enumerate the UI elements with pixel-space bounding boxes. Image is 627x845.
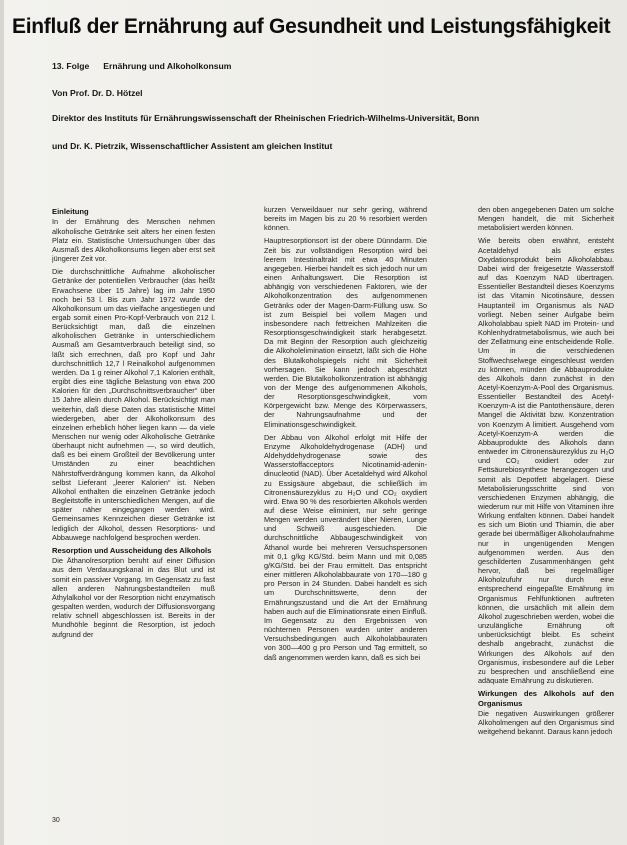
paragraph: Wie bereits oben erwähnt, entsteht Acetaldehyd als erstes Oxydationsprodukt beim Alkoholabbau. Dabei wird der freigesetzte Wasserstoff auf das Koenzym NAD übertragen. Essentieller Bestandteil dieses Koenzyms ist das Vitamin Nicotinsäure, dessen Hauptanteil im Organismus als NAD vorliegt. Neben seiner Aufgabe beim Alkoholabbau spielt NAD im Protein- und Kohlenhydratmetabolismus, wie auch bei der Zellatmung eine entscheidende Rolle. Um in die verschiedenen Stoffwechselwege eingeschleust werden zu können, münden die Abbauprodukte des Alkohols dann zunächst in den Acetyl-Koenzym-A-Pool des Organismus. Essentieller Bestandteil des Acetyl-Koenzym-A ist die Pantothensäure, deren Mangel die Aktivität bzw. Konzentration von Koenzym A limitiert. Ausgehend vom Acetyl-Koenzym-A werden die Abbauprodukte des Alkohols dann entweder im Citronensäurezyklus zu H₂O und CO₂ oxidiert oder zur Fettsäurebiosynthese herangezogen und somit als Depotfett abgelagert. Diese Metabolisierungsschritte sind von verschiedenen Enzymen abhängig, die wiederum nur mit Hilfe von Vitaminen ihre Wirkung entfalten können. Dabei handelt es sich um Biotin und Thiamin, die aber gerade bei übermäßiger Alkoholaufnahme nur in ungenügenden Mengen aufgenommen werden. Aus den geschilderten Zusammenhängen geht hervor, daß bei regelmäßiger Alkoholzufuhr nur durch eine entsprechend eingepaßte Ernährung im Organismus Fehlfunktionen auftreten können, die ursächlich mit allein dem Alkohol zugeschrieben werden, wobei die unzulängliche Ernährung oft unberücksichtigt bleibt. Es scheint deshalb angebracht, zunächst die Wirkungen des Alkohols auf den Organismus, insbesondere auf die Leber zu besprechen und anschließend eine adäquate Ernährung zu diskutieren.: [478, 236, 614, 685]
section-heading-wirkungen: Wirkungen des Alkohols auf den Organismus: [478, 689, 614, 708]
author-primary: Von Prof. Dr. D. Hötzel: [52, 88, 143, 98]
paragraph: Hauptresorptionsort ist der obere Dünndarm. Die Zeit bis zur vollständigen Resorption wird bei leerem Intestinaltrakt mit etwa 40 Minuten angegeben. Hierbei handelt es sich jedoch nur um einen Anhaltungswert. Die Resorption ist abhängig von verschiedenen Faktoren, wie der Alkoholkonzentration des aufgenommenen Getränks oder der Magen-Darm-Füllung usw. So ist zum Beispiel bei vollem Magen und insbesondere nach fettreichen Mahlzeiten die Resorptionsgeschwindigkeit stark herabgesetzt. Da mit Beginn der Resorption auch gleichzeitig die Alkoholelimination einsetzt, läßt sich die Höhe des Blutalkoholspiegels nicht mit Sicherheit vorhersagen. Sie kann jedoch abgeschätzt werden. Die Blutalkoholkonzentration ist abhängig von der Menge des aufgenommenen Alkohols, der Resorptionsgeschwindigkeit, vom Körpergewicht bzw. Menge des Körperwassers, der Nahrungsaufnahme und der Eliminationsgeschwindigkeit.: [264, 236, 427, 429]
text-column-1: [52, 205, 215, 825]
article-body: [52, 205, 614, 830]
paragraph: Der Abbau von Alkohol erfolgt mit Hilfe der Enzyme Alkoholdehydrogenase (ADH) und Aldehyddehydrogenase sowie des Wasserstoffacceptors Nicotinamid-adenin-dinucleotid (NAD). Über Acetaldehyd wird Alkohol zu Essigsäure abgebaut, die schließlich im Citronensäurezyklus zu H₂O und CO₂ oxydiert wird. Etwa 90 % des resorbierten Alkohols werden auf diese Weise eliminiert, nur sehr geringe Mengen werden unverändert über Nieren, Lunge und Schweiß ausgeschieden. Die durchschnittliche Abbaugeschwindigkeit von Äthanol wurde bei mehreren Versuchspersonen mit 0,1 g/kg KG/Std. beim Mann und mit 0,085 g/KG/Std. bei der Frau ermittelt. Das entspricht einer mittleren Alkoholabbaurate von 170—180 g pro Person in 24 Stunden. Dabei handelt es sich um Durchschnittswerte, denn der Ernährungszustand und die Art der Ernährung haben auch auf die Eliminationsrate einen Einfluß. Im Gegensatz zu den Ergebnissen von nüchternen Personen wurden unter anderen Versuchsbedingungen auch Alkoholabbauraten von 300—400 g pro Person und Tag ermittelt, so daß angenommen werden kann, daß es sich bei: [264, 432, 427, 662]
author-secondary: und Dr. K. Pietrzik, Wissenschaftlicher Assistent am gleichen Institut: [52, 141, 333, 151]
article-title: Einfluß der Ernährung auf Gesundheit und Leistungsfähigkeit: [12, 15, 611, 38]
paragraph: In der Ernährung des Menschen nehmen alkoholische Getränke seit alters her einen festen Platz ein. Statistische Untersuchungen über das Ausmaß des Alkoholkonsums liegen aber erst seit jüngerer Zeit vor.: [52, 217, 215, 264]
page-gutter: [0, 0, 4, 845]
text-column-2: [264, 205, 427, 825]
text-column-3: [478, 205, 614, 825]
series-folge: 13. Folge: [52, 61, 90, 71]
series-topic: Ernährung und Alkoholkonsum: [103, 61, 232, 71]
paragraph: kurzen Verweildauer nur sehr gering, während bereits im Magen bis zu 20 % resorbiert werden können.: [264, 205, 427, 233]
paragraph: Die durchschnittliche Aufnahme alkoholischer Getränke der potentiellen Verbraucher (das heißt Erwachsene über 15 Jahre) lag im Jahr 1950 noch bei 53 l. Bis zum Jahr 1972 wurde der Alkoholkonsum um das vielfache angestiegen und ergab somit einen Pro-Kopf-Verbrauch von 212 l. Berücksichtigt man, daß die einzelnen alkoholischen Getränke in unterschiedlichem Ausmaß am Gesamtverbrauch beteiligt sind, so läßt sich errechnen, daß pro Kopf und Jahr durchschnittlich 12,7 l Reinalkohol aufgenommen werden. Da 1 g reiner Alkohol 7,1 Kalorien enthält, ergibt dies eine tägliche Belastung von etwa 200 Kalorien für den „Durchschnittsverbraucher“ über 15 Jahre allein durch Alkohol. Berücksichtigt man weiterhin, daß diese Daten das statistische Mittel wiedergeben, aber der Alkoholkonsum des einzelnen erheblich höher liegen kann — da viele Menschen nur wenig oder Alkoholische Getränke überhaupt nicht aufnehmen —, so wird deutlich, daß es bei einem Großteil der Bevölkerung unter Umständen zu einer beachtlichen Nährstoffverdrängung kommen kann, da Alkohol selbst Lieferant „leerer Kalorien“ ist. Neben Alkohol enthalten die einzelnen Getränke jedoch Begleitstoffe in unterschiedlichen Mengen, auf die später näher eingegangen werden wird. Gemeinsames Kennzeichen dieser Getränke ist lediglich der Alkohol, dessen Resorptions- und Abbauwege nachfolgend besprochen werden.: [52, 267, 215, 542]
paragraph: Die Äthanolresorption beruht auf einer Diffusion aus dem Verdauungskanal in das Blut und ist somit ein passiver Vorgang. Im Gegensatz zu fast allen anderen Nahrungsbestandteilen muß Äthylalkohol vor der Resorption nicht enzymatisch gespalten werden, wodurch der Diffusionsvorgang relativ schnell abgeschlossen ist. Bereits in der Mundhöhle beginnt die Resorption, ist jedoch aufgrund der: [52, 556, 215, 639]
paragraph: Die negativen Auswirkungen größerer Alkoholmengen auf den Organismus sind weitgehend bekannt. Daraus kann jedoch: [478, 708, 614, 737]
author-affiliation: Direktor des Instituts für Ernährungswissenschaft der Rheinischen Friedrich-Wilhelms-Universität, Bonn: [52, 113, 480, 123]
section-heading-resorption: Resorption und Ausscheidung des Alkohols: [52, 545, 212, 555]
section-heading-einleitung: Einleitung: [52, 207, 89, 216]
paragraph: den oben angegebenen Daten um solche Mengen handelt, die mit Sicherheit metabolisiert werden können.: [478, 205, 614, 233]
series-line: [52, 60, 245, 72]
page-number: 30: [52, 817, 60, 824]
